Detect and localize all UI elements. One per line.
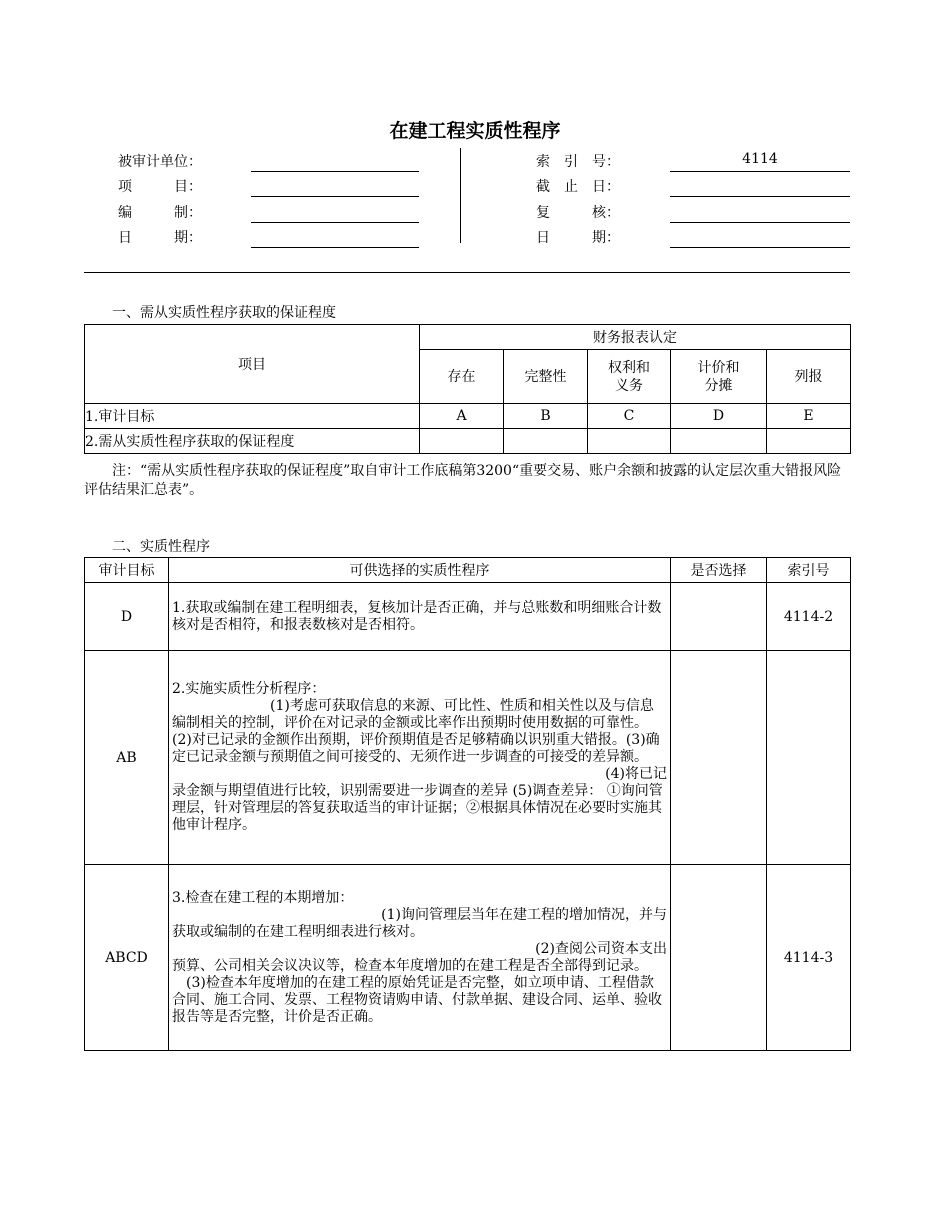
reviewer-field[interactable] — [670, 202, 850, 223]
table-row — [85, 404, 851, 429]
col-header-index: 索引号 — [767, 558, 851, 583]
table-cell[interactable] — [767, 429, 851, 454]
header-label-date-right: 日 期： — [536, 230, 620, 246]
procedure-text: 2.实施实质性分析程序： — [172, 681, 326, 697]
selected-cell[interactable] — [671, 865, 767, 1051]
procedures-table — [84, 557, 851, 1051]
assertion-header: 计价和 分摊 — [671, 350, 767, 404]
selected-cell[interactable] — [671, 651, 767, 865]
header-divider — [460, 148, 461, 243]
table-row — [85, 865, 851, 1051]
col-header-objective: 审计目标 — [85, 558, 169, 583]
procedure-text: 3.检查在建工程的本期增加： — [172, 889, 354, 906]
index-cell: 4114-3 — [767, 865, 851, 1051]
table-row — [85, 583, 851, 651]
header-label-preparer: 编 制： — [118, 205, 202, 221]
procedure-text: 录金额与期望值进行比较，识别需要进一步调查的差异 (5)调查差异： ①询问管理层，针对管理层的答复获取适当的审计证据；②根据具体情况在必要时实施其他审计程序。 — [172, 783, 663, 833]
header-label-cutoff: 截 止 日： — [536, 179, 620, 195]
index-cell — [767, 651, 851, 865]
table-cell[interactable] — [504, 429, 588, 454]
header-label-reviewer: 复 核： — [536, 205, 620, 221]
procedure-text: (1)询问管理层当年在建工程的增加情况，并与 — [381, 906, 667, 923]
selected-cell[interactable] — [671, 583, 767, 651]
header-label-project: 项 目： — [118, 179, 202, 195]
index-cell: 4114-2 — [767, 583, 851, 651]
header-label-index: 索 引 号： — [536, 154, 620, 170]
project-field[interactable] — [251, 176, 419, 197]
table-cell[interactable] — [671, 429, 767, 454]
section2-title: 二、实质性程序 — [112, 539, 210, 555]
objective-cell: ABCD — [85, 865, 169, 1051]
col-header-selected: 是否选择 — [671, 558, 767, 583]
row-label: 2.需从实质性程序获取的保证程度 — [85, 429, 420, 454]
assertion-header: 存在 — [420, 350, 504, 404]
table-cell[interactable]: E — [767, 404, 851, 429]
table-cell[interactable] — [420, 429, 504, 454]
table-row — [85, 429, 851, 454]
group-header-assertions: 财务报表认定 — [420, 325, 851, 350]
table-cell[interactable]: D — [671, 404, 767, 429]
preparer-field[interactable] — [251, 202, 419, 223]
index-field[interactable]: 4114 — [670, 151, 850, 172]
assurance-table — [84, 324, 851, 454]
table-cell[interactable]: B — [504, 404, 588, 429]
procedure-cell — [169, 865, 671, 1051]
auditee-field[interactable] — [251, 151, 419, 172]
procedure-cell — [169, 651, 671, 865]
table-cell[interactable]: A — [420, 404, 504, 429]
section1-note: 注：“需从实质性程序获取的保证程度”取自审计工作底稿第3200“重要交易、账户余额和披露的认定层次重大错报风险评估结果汇总表”。 — [84, 463, 842, 498]
objective-cell: AB — [85, 651, 169, 865]
procedure-text: (2)查阅公司资本支出 — [535, 940, 667, 957]
table-row — [85, 651, 851, 865]
section1-title: 一、需从实质性程序获取的保证程度 — [112, 305, 336, 321]
header-rule — [84, 272, 850, 273]
procedure-cell — [169, 583, 671, 651]
col-header-procedure: 可供选择的实质性程序 — [169, 558, 671, 583]
procedure-text: 获取或编制的在建工程明细表进行核对。 — [172, 923, 424, 940]
procedure-text: 1.获取或编制在建工程明细表，复核加计是否正确，并与总账数和明细账合计数核对是否相符，和报表数核对是否相符。 — [172, 599, 662, 633]
objective-cell: D — [85, 583, 169, 651]
header-label-auditee: 被审计单位： — [118, 154, 202, 170]
col-header-item: 项目 — [85, 325, 420, 404]
header-label-date-left: 日 期： — [118, 230, 202, 246]
assertion-header: 权利和 义务 — [588, 350, 671, 404]
row-label: 1.审计目标 — [85, 404, 420, 429]
procedure-text: 预算、公司相关会议决议等，检查本年度增加的在建工程是否全部得到记录。 — [172, 957, 648, 974]
date-field-left[interactable] — [251, 227, 419, 248]
assertion-header: 列报 — [767, 350, 851, 404]
procedure-text: (4)将已记 — [605, 766, 667, 782]
table-cell[interactable]: C — [588, 404, 671, 429]
cutoff-field[interactable] — [670, 176, 850, 197]
procedure-text: (3)检查本年度增加的在建工程的原始凭证是否完整，如立项申请、工程借款合同、施工合同、发票、工程物资请购申请、付款单据、建设合同、运单、验收报告等是否完整，计价是否正确。 — [172, 974, 662, 1025]
table-cell[interactable] — [588, 429, 671, 454]
date-field-right[interactable] — [670, 227, 850, 248]
procedure-text: (1)考虑可获取信息的来源、可比性、性质和相关性以及与信息编制相关的控制，评价在对记录的金额或比率作出预期时使用数据的可靠性。(2)对已记录的金额作出预期，评价预期值是否足够精确以识别重大错报。(3)确定已记录金额与预期值之间可接受的、无须作进一步调查的可接受的差异额。 — [172, 698, 660, 765]
assertion-header: 完整性 — [504, 350, 588, 404]
page-title: 在建工程实质性程序 — [389, 120, 561, 142]
